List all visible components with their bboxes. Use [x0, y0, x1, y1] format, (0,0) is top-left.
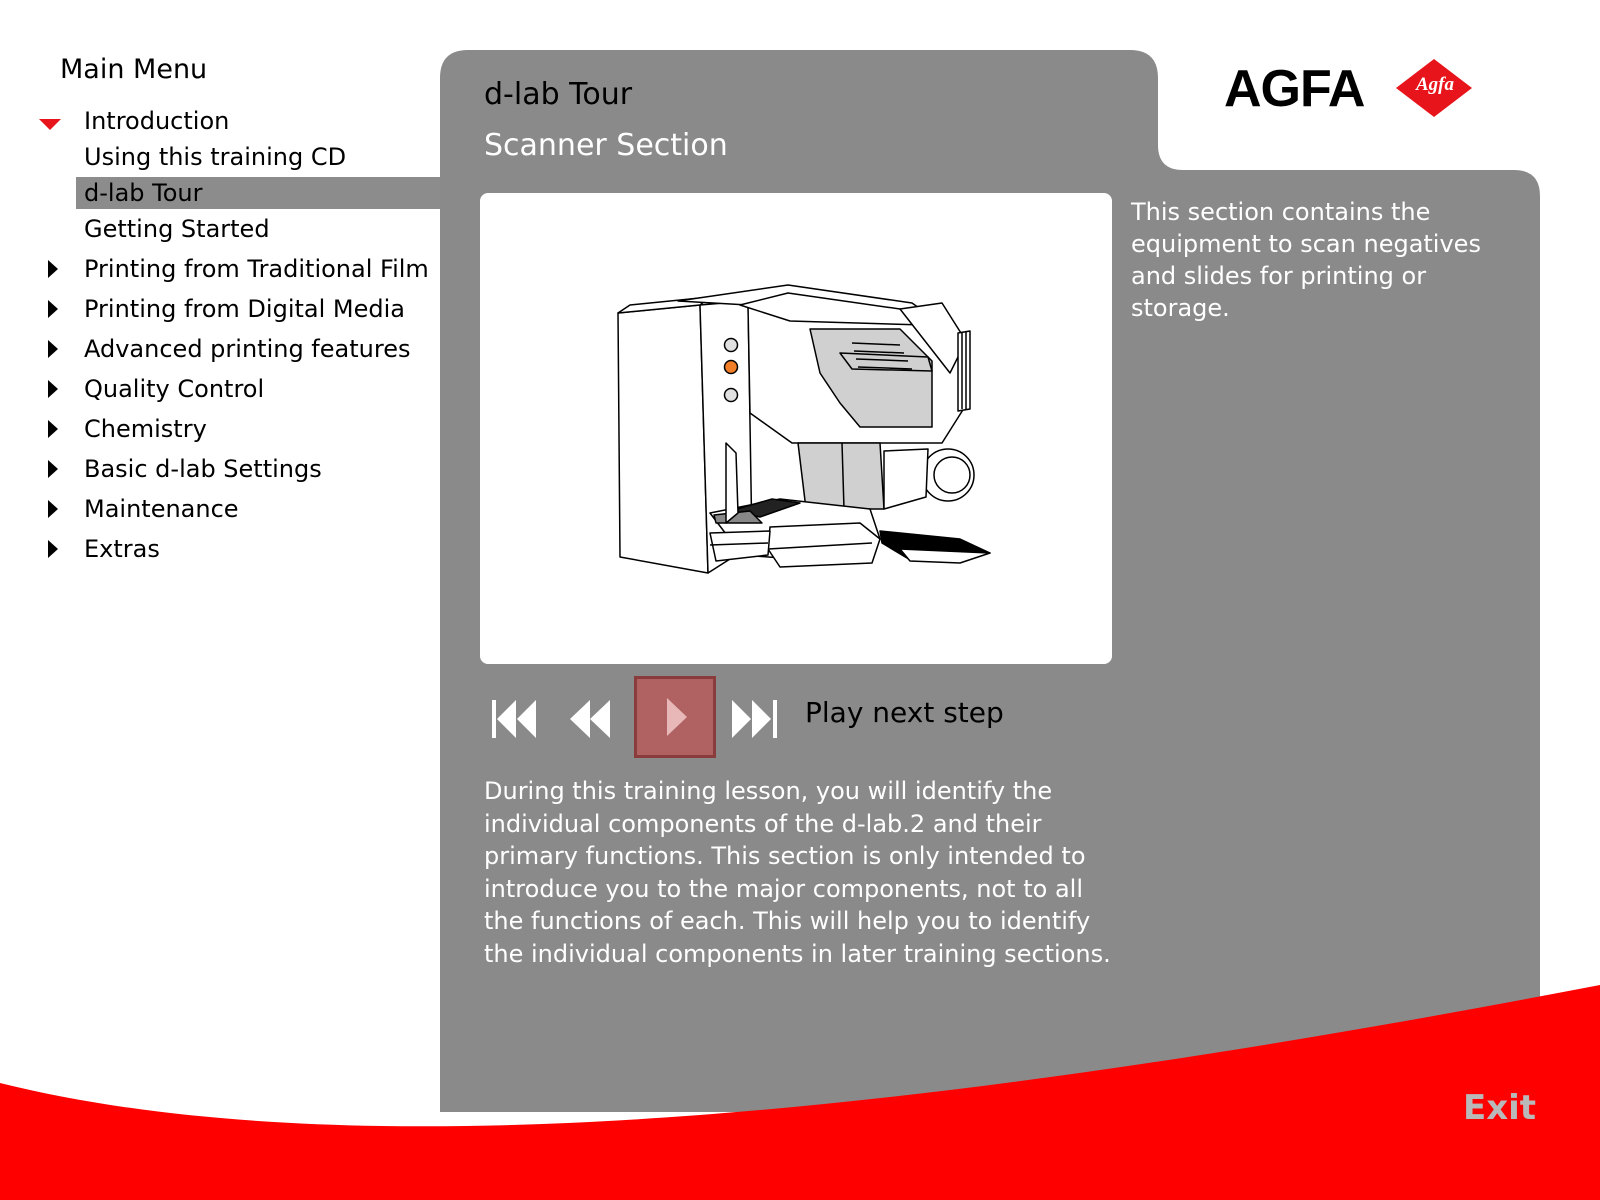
menu-item-getting-started[interactable]: Getting Started: [84, 215, 270, 243]
collapsed-arrow-icon[interactable]: [48, 260, 58, 278]
collapsed-arrow-icon[interactable]: [48, 540, 58, 558]
play-next-step-label: Play next step: [805, 696, 1004, 729]
menu-item-printing-traditional-film[interactable]: Printing from Traditional Film: [84, 255, 429, 283]
main-menu-sidebar: [0, 0, 440, 600]
scanner-illustration: [480, 193, 1112, 664]
scanner-illustration-panel: [480, 193, 1112, 664]
menu-item-maintenance[interactable]: Maintenance: [84, 495, 239, 523]
agfa-logo: [1224, 58, 1474, 120]
menu-item-quality-control[interactable]: Quality Control: [84, 375, 265, 403]
expanded-arrow-icon[interactable]: [39, 119, 61, 130]
agfa-wordmark: AGFA: [1224, 60, 1365, 118]
play-button[interactable]: [634, 676, 716, 758]
section-description: This section contains the equipment to scan negatives and slides for printing or storage.: [1131, 198, 1481, 322]
rewind-icon: [568, 676, 614, 760]
page-title: d-lab Tour: [484, 77, 633, 112]
last-step-button[interactable]: [730, 676, 782, 760]
exit-button[interactable]: Exit: [1463, 1088, 1537, 1128]
main-menu-title: Main Menu: [60, 54, 208, 85]
indicator-light: [725, 389, 738, 402]
lesson-description: During this training lesson, you will identify the individual components of the d-lab.2 and their primary functions. This section is only intended to introduce you to the major components, not to all the functions of each. This will help you to identify the individual components in later training sections.: [484, 777, 1111, 968]
previous-step-button[interactable]: [568, 676, 614, 760]
agfa-badge-text: Agfa: [1416, 74, 1454, 95]
indicator-light-active: [725, 361, 738, 374]
collapsed-arrow-icon[interactable]: [48, 300, 58, 318]
playback-controls: [480, 676, 1040, 760]
first-step-button[interactable]: [490, 676, 540, 760]
collapsed-arrow-icon[interactable]: [48, 500, 58, 518]
section-subtitle: Scanner Section: [484, 128, 728, 163]
menu-item-introduction[interactable]: Introduction: [84, 107, 230, 135]
play-icon: [634, 676, 716, 758]
collapsed-arrow-icon[interactable]: [48, 420, 58, 438]
indicator-light: [725, 339, 738, 352]
collapsed-arrow-icon[interactable]: [48, 460, 58, 478]
menu-item-d-lab-tour[interactable]: d-lab Tour: [76, 177, 440, 209]
menu-item-chemistry[interactable]: Chemistry: [84, 415, 207, 443]
skip-to-end-icon: [730, 676, 782, 760]
menu-item-extras[interactable]: Extras: [84, 535, 160, 563]
skip-to-start-icon: [490, 676, 540, 760]
menu-item-basic-d-lab-settings[interactable]: Basic d-lab Settings: [84, 455, 322, 483]
collapsed-arrow-icon[interactable]: [48, 380, 58, 398]
menu-item-printing-digital-media[interactable]: Printing from Digital Media: [84, 295, 405, 323]
menu-item-using-training-cd[interactable]: Using this training CD: [84, 143, 347, 171]
collapsed-arrow-icon[interactable]: [48, 340, 58, 358]
menu-item-advanced-printing[interactable]: Advanced printing features: [84, 335, 411, 363]
